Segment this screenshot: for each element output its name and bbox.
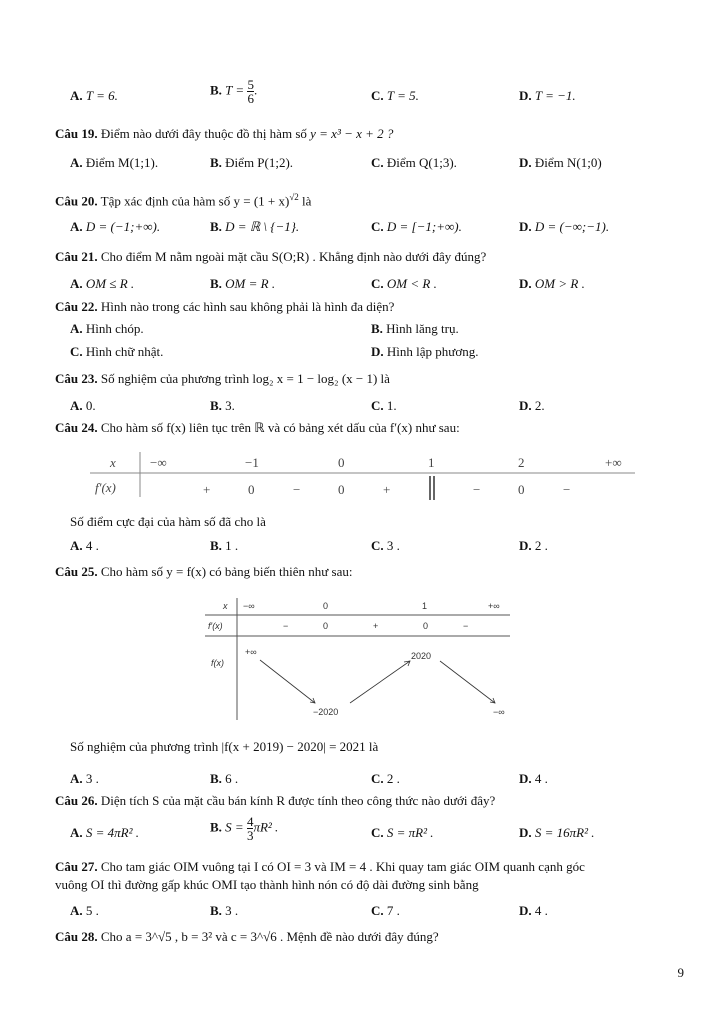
q22-options-2: C. Hình chữ nhật. D. Hình lập phương. (70, 344, 479, 359)
page-number: 9 (677, 965, 684, 980)
svg-text:−: − (283, 621, 289, 631)
q24-after: Số điểm cực đại của hàm số đã cho là (70, 514, 266, 529)
variation-table (205, 598, 515, 723)
svg-text:f(x): f(x) (211, 658, 224, 668)
q25-text: Câu 25. Cho hàm số y = f(x) có bảng biến thiên như sau: (55, 564, 353, 579)
q24-options: A. 4 . B. 1 . C. 3 . D. 2 . (70, 538, 548, 553)
svg-text:0: 0 (323, 601, 329, 611)
svg-text:−∞: −∞ (493, 707, 505, 717)
q22-options-1: A. Hình chóp. B. Hình lăng trụ. (70, 321, 459, 336)
svg-text:f′(x): f′(x) (208, 621, 223, 631)
svg-text:0: 0 (338, 482, 345, 497)
svg-text:x: x (223, 601, 228, 611)
q26-text: Câu 26. Diện tích S của mặt cầu bán kính R được tính theo công thức nào dưới đây? (55, 793, 496, 808)
svg-text:+: + (373, 621, 379, 631)
sign-fp: f′(x) (95, 480, 116, 495)
q19-options: A. Điểm M(1;1). B. Điểm P(1;2). C. Điểm Q(1;3). D. Điểm N(1;0) (70, 155, 602, 170)
q23-options: A. 0. B. 3. C. 1. D. 2. (70, 398, 545, 413)
svg-text:0: 0 (248, 482, 255, 497)
svg-text:+: + (203, 482, 211, 497)
svg-text:+∞: +∞ (488, 601, 500, 611)
svg-text:1: 1 (422, 601, 428, 611)
sign-x: x (110, 455, 116, 470)
q28-text: Câu 28. Cho a = 3^√5 , b = 3² và c = 3^√6 . Mệnh đề nào dưới đây đúng? (55, 929, 439, 944)
sign-x5: 2 (518, 455, 525, 470)
q22-text: Câu 22. Hình nào trong các hình sau không phải là hình đa diện? (55, 299, 395, 314)
sign-x4: 1 (428, 455, 435, 470)
svg-text:−: − (473, 482, 481, 497)
svg-text:−∞: −∞ (243, 601, 255, 611)
q25-options: A. 3 . B. 6 . C. 2 . D. 4 . (70, 771, 548, 786)
svg-text:0: 0 (423, 621, 429, 631)
sign-table (90, 452, 635, 502)
svg-text:+∞: +∞ (245, 647, 257, 657)
sign-x2: −1 (245, 455, 259, 470)
q21-options: A. OM ≤ R . B. OM = R . C. OM < R . D. OM > R . (70, 276, 585, 291)
sign-x3: 0 (338, 455, 345, 470)
svg-text:+: + (383, 482, 391, 497)
q21-text: Câu 21. Cho điểm M nằm ngoài mặt cầu S(O;R) . Khẳng định nào dưới đây đúng? (55, 249, 487, 264)
q27-options: A. 5 . B. 3 . C. 7 . D. 4 . (70, 903, 548, 918)
svg-text:−: − (463, 621, 469, 631)
svg-text:−: − (563, 482, 571, 497)
sign-x6: +∞ (605, 455, 622, 470)
q26-options: A. S = 4πR² . B. S = $\frac{4}{3}$ πR² . C. S = πR² . D. S = 16πR² . (70, 814, 595, 843)
q27-text: Câu 27. Cho tam giác OIM vuông tại I có OI = 3 và IM = 4 . Khi quay tam giác OIM quanh cạnh góc vuông OI thì đường gấp khúc OMI tạo thành hình nón có độ dài đường sinh bằng (55, 859, 585, 892)
q23-text: Câu 23. Số nghiệm của phương trình log₂ x = 1 − log₂ (x − 1) là (55, 371, 390, 386)
svg-text:0: 0 (323, 621, 329, 631)
q25-after: Số nghiệm của phương trình |f(x + 2019) − 2020| = 2021 là (70, 739, 379, 754)
q20-text: Câu 20. Tập xác định của hàm số $y = (1 + x)^{√2}$ là (55, 192, 312, 209)
q20-options: A. D = (−1;+∞). B. D = ℝ \ {−1}. C. D = [−1;+∞). D. D = (−∞;−1). (70, 219, 610, 234)
svg-text:0: 0 (518, 482, 525, 497)
sign-x1: −∞ (150, 455, 167, 470)
q19-text: Câu 19. Điểm nào dưới đây thuộc đồ thị hàm số y = x³ − x + 2 ? (55, 126, 394, 141)
q24-text: Câu 24. Cho hàm số f(x) liên tục trên ℝ và có bảng xét dấu của f′(x) như sau: (55, 420, 460, 435)
svg-text:−: − (293, 482, 301, 497)
q18-options: A. T = 6. B. T = $\frac{5}{6}$ . C. T = 5. D. T = −1. (70, 77, 576, 106)
svg-text:−2020: −2020 (313, 707, 339, 717)
svg-text:2020: 2020 (411, 651, 432, 661)
